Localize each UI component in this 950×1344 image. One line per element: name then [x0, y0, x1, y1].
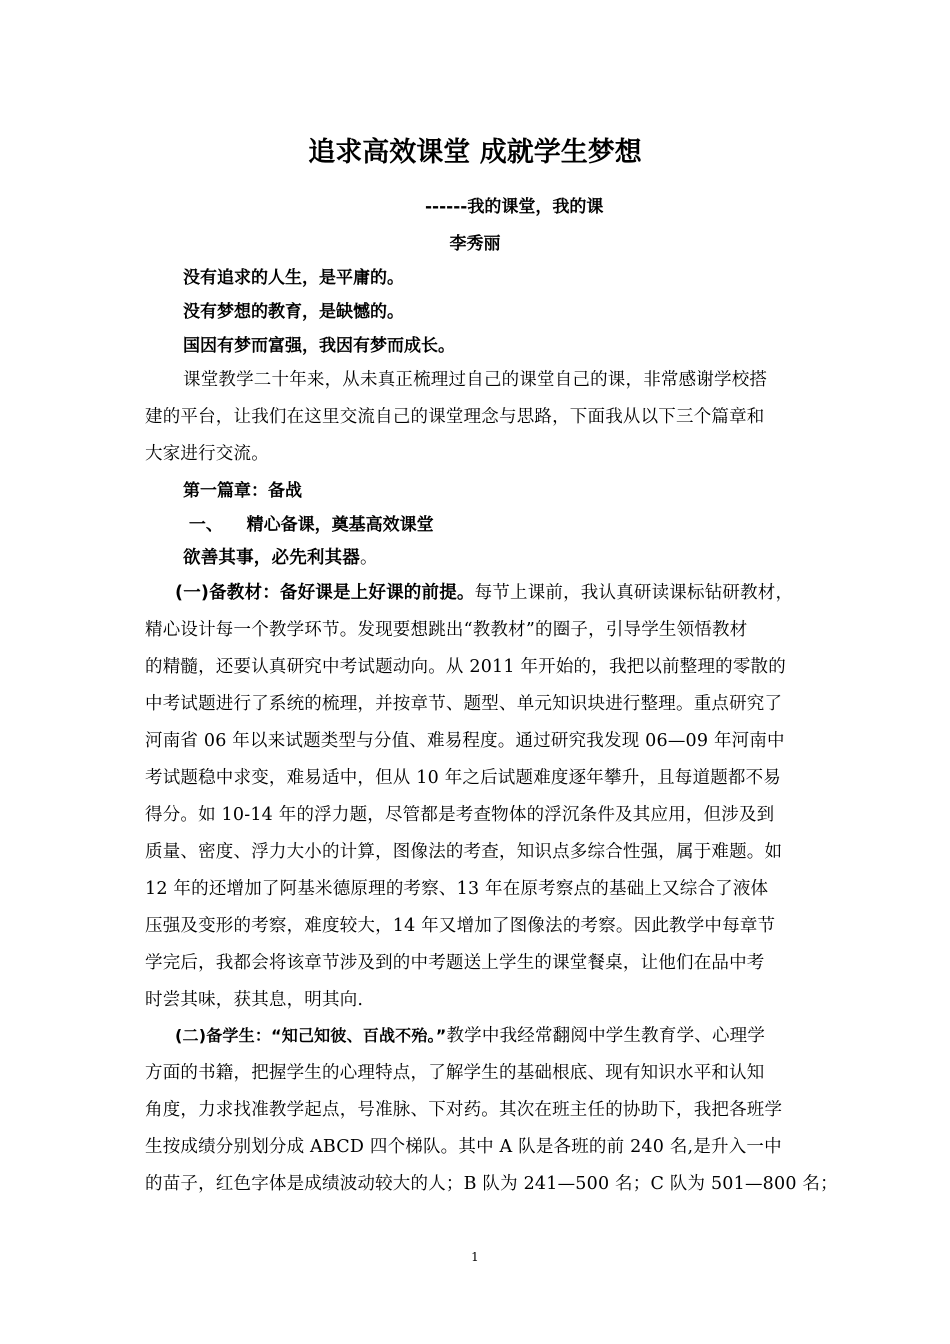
document-subtitle: ------我的课堂，我的课: [425, 197, 604, 217]
paragraph-line: 河南省 06 年以来试题类型与分值、难易程度。通过研究我发现 06—09 年河南中: [145, 731, 785, 751]
chapter-heading: 第一篇章：备战: [183, 481, 302, 501]
paragraph-lead: (二)备学生：“知己知彼、百战不殆。”: [175, 1026, 447, 1045]
paragraph-line: 角度，力求找准教学起点，号准脉、下对药。其次在班主任的协助下，我把各班学: [145, 1100, 783, 1120]
saying-text: 欲善其事，必先利其器: [183, 548, 360, 568]
paragraph-line: 的苗子，红色字体是成绩波动较大的人；B 队为 241—500 名；C 队为 501—800 名；: [145, 1174, 838, 1194]
paragraph-line: 质量、密度、浮力大小的计算，图像法的考查，知识点多综合性强，属于难题。如: [145, 842, 783, 862]
paragraph-line: 生按成绩分别划分成 ABCD 四个梯队。其中 A 队是各班的前 240 名,是升入一中: [145, 1137, 782, 1157]
paragraph-first-line: [175, 579, 793, 604]
paragraph-line: 得分。如 10-14 年的浮力题，尽管都是考查物体的浮沉条件及其应用，但涉及到: [145, 805, 775, 825]
page-number: 1: [471, 1250, 479, 1264]
paragraph-line: 方面的书籍，把握学生的心理特点，了解学生的基础根底、现有知识水平和认知: [145, 1063, 765, 1083]
paragraph-line: 精心设计每一个教学环节。发现要想跳出“教教材”的圈子，引导学生领悟教材: [145, 620, 748, 640]
paragraph-first-line: [175, 1022, 765, 1047]
saying-line: [183, 544, 378, 569]
saying-end: 。: [360, 548, 378, 568]
paragraph-line: 的精髓，还要认真研究中考试题动向。从 2011 年开始的，我把以前整理的零散的: [145, 657, 786, 677]
section-heading: 一、 精心备课，奠基高效课堂: [183, 515, 434, 535]
paragraph-line: 12 年的还增加了阿基米德原理的考察、13 年在原考察点的基础上又综合了液体: [145, 879, 769, 899]
paragraph-lead: (一)备教材：备好课是上好课的前提。: [175, 583, 475, 603]
intro-line: 建的平台，让我们在这里交流自己的课堂理念与思路，下面我从以下三个篇章和: [145, 407, 765, 427]
paragraph-line: 中考试题进行了系统的梳理，并按章节、题型、单元知识块进行整理。重点研究了: [145, 694, 783, 714]
motto-line: 国因有梦而富强，我因有梦而成长。: [183, 336, 455, 356]
motto-line: 没有追求的人生，是平庸的。: [183, 268, 404, 288]
paragraph-text: 教学中我经常翻阅中学生教育学、心理学: [446, 1026, 766, 1046]
motto-line: 没有梦想的教育，是缺憾的。: [183, 302, 404, 322]
paragraph-text: 每节上课前，我认真研读课标钻研教材，: [474, 583, 794, 603]
paragraph-line: 压强及变形的考察，难度较大，14 年又增加了图像法的考察。因此教学中每章节: [145, 916, 776, 936]
paragraph-line: 学完后，我都会将该章节涉及到的中考题送上学生的课堂餐桌，让他们在品中考: [145, 953, 765, 973]
author-name: 李秀丽: [449, 234, 501, 254]
intro-line: 课堂教学二十年来，从未真正梳理过自己的课堂自己的课，非常感谢学校搭: [183, 370, 768, 390]
paragraph-line: 时尝其味，获其息，明其向.: [145, 990, 364, 1010]
document-title: 追求高效课堂 成就学生梦想: [308, 137, 642, 168]
intro-line: 大家进行交流。: [145, 444, 269, 464]
paragraph-line: 考试题稳中求变，难易适中，但从 10 年之后试题难度逐年攀升，且每道题都不易: [145, 768, 781, 788]
